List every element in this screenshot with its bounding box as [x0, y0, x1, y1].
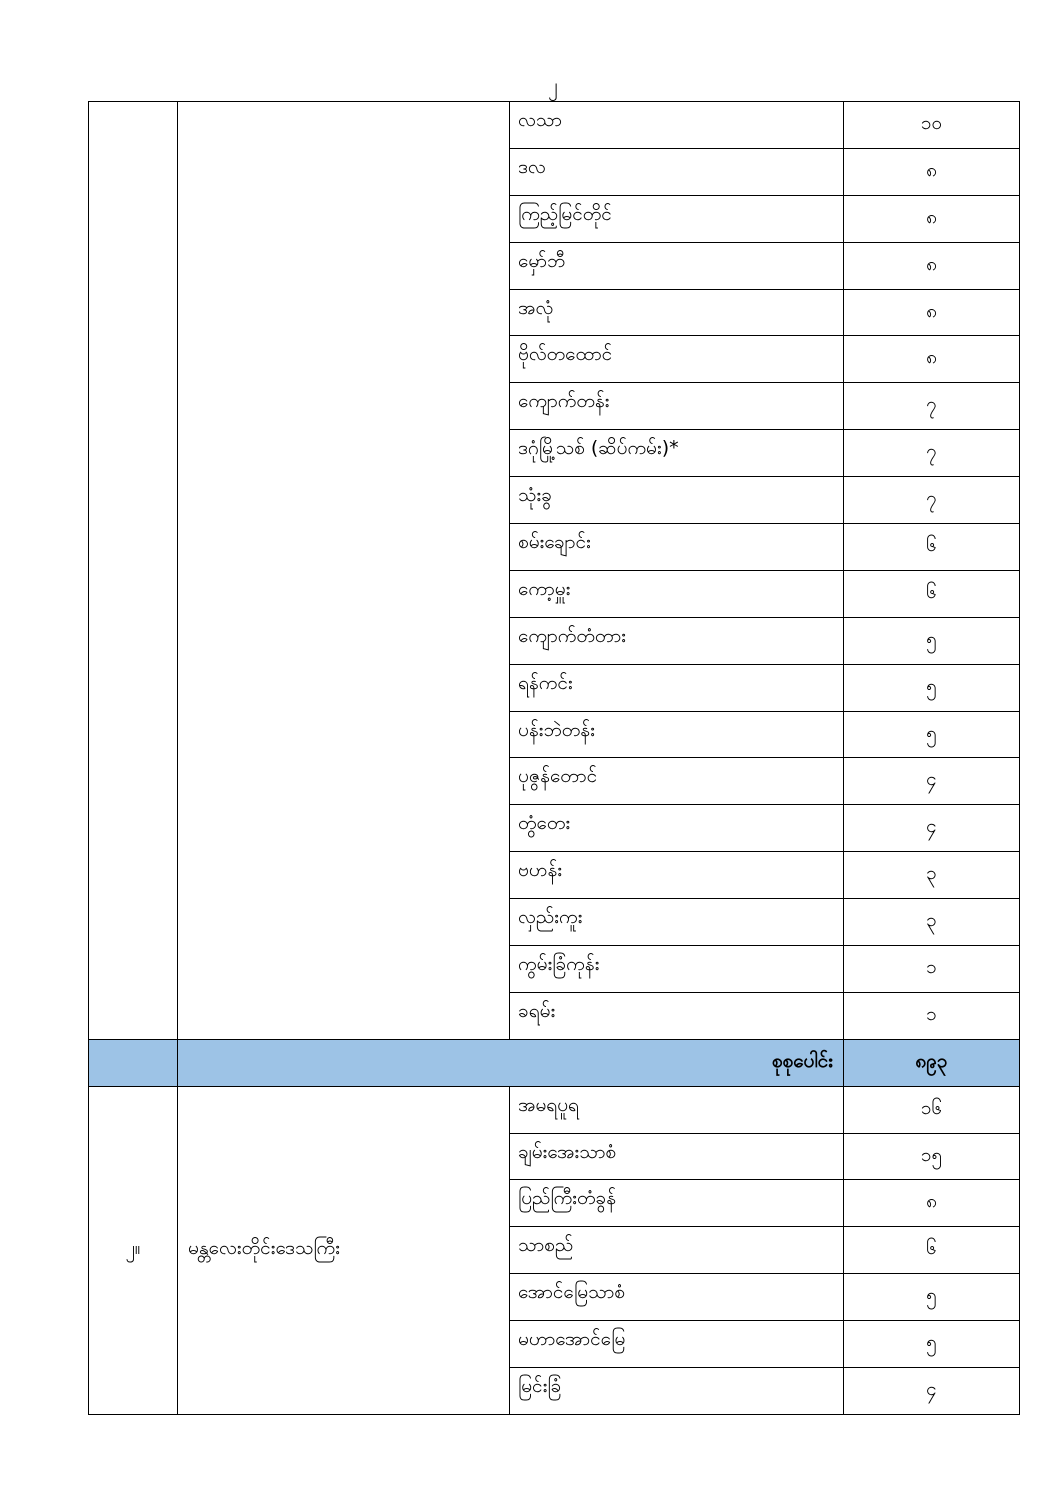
total-row [89, 1039, 1020, 1086]
township-name: လှည်းကူး [510, 899, 844, 946]
township-name: သုံးခွ [510, 477, 844, 524]
township-name: တွံတေး [510, 805, 844, 852]
region-number-cell: ၂။ [89, 1086, 178, 1414]
section1-body [89, 102, 1020, 1040]
page-number: ၂ [548, 73, 558, 97]
township-count: ၇ [844, 430, 1020, 477]
township-count: ၆ [844, 1227, 1020, 1274]
township-count: ၅ [844, 1321, 1020, 1368]
township-name: သာစည် [510, 1227, 844, 1274]
township-name: မှော်ဘီ [510, 242, 844, 289]
township-count: ၃ [844, 899, 1020, 946]
township-count: ၈ [844, 336, 1020, 383]
township-count: ၆ [844, 524, 1020, 571]
township-count: ၁၀ [844, 102, 1020, 149]
township-name: ပန်းဘဲတန်း [510, 711, 844, 758]
township-name: မဟာအောင်မြေ [510, 1321, 844, 1368]
township-count: ၁၆ [844, 1086, 1020, 1133]
township-count: ၅ [844, 711, 1020, 758]
section2-body [89, 1086, 1020, 1414]
township-count: ၈ [844, 148, 1020, 195]
region-name-cell [178, 102, 510, 1040]
township-name: အလုံ [510, 289, 844, 336]
township-name: လသာ [510, 102, 844, 149]
township-name: ကြည့်မြင်တိုင် [510, 195, 844, 242]
township-name: ဒလ [510, 148, 844, 195]
township-count: ၁ [844, 946, 1020, 993]
township-table [88, 101, 1020, 1415]
township-name: ကျောက်တန်း [510, 383, 844, 430]
total-value: ၈၉၃ [844, 1039, 1020, 1086]
township-name: ပြည်ကြီးတံခွန် [510, 1180, 844, 1227]
township-name: ခရမ်း [510, 992, 844, 1039]
township-name: ဗဟန်း [510, 852, 844, 899]
total-label: စုစုပေါင်း [178, 1039, 844, 1086]
township-name: အောင်မြေသာစံ [510, 1274, 844, 1321]
township-name: ဒဂုံမြို့သစ် (ဆိပ်ကမ်း)* [510, 430, 844, 477]
township-name: ရန်ကင်း [510, 664, 844, 711]
total-section [89, 1039, 1020, 1086]
township-name: မြင်းခြံ [510, 1368, 844, 1415]
township-count: ၈ [844, 195, 1020, 242]
township-count: ၆ [844, 570, 1020, 617]
region-number-cell [89, 102, 178, 1040]
township-count: ၈ [844, 289, 1020, 336]
total-number-cell [89, 1039, 178, 1086]
table-row [89, 102, 1020, 149]
township-name: ဗိုလ်တထောင် [510, 336, 844, 383]
township-count: ၅ [844, 1274, 1020, 1321]
township-name: ကွမ်းခြံကုန်း [510, 946, 844, 993]
township-count: ၇ [844, 383, 1020, 430]
township-name: အမရပူရ [510, 1086, 844, 1133]
township-name: စမ်းချောင်း [510, 524, 844, 571]
table-row [89, 1086, 1020, 1133]
township-count: ၄ [844, 758, 1020, 805]
township-count: ၅ [844, 664, 1020, 711]
township-count: ၃ [844, 852, 1020, 899]
township-count: ၄ [844, 805, 1020, 852]
township-name: ပုဇွန်တောင် [510, 758, 844, 805]
township-count: ၄ [844, 1368, 1020, 1415]
township-name: ကော့မှူး [510, 570, 844, 617]
township-name: ကျောက်တံတား [510, 617, 844, 664]
township-count: ၈ [844, 242, 1020, 289]
township-count: ၁ [844, 992, 1020, 1039]
township-name: ချမ်းအေးသာစံ [510, 1133, 844, 1180]
township-count: ၁၅ [844, 1133, 1020, 1180]
township-count: ၈ [844, 1180, 1020, 1227]
region-name-cell: မန္တလေးတိုင်းဒေသကြီး [178, 1086, 510, 1414]
township-count: ၅ [844, 617, 1020, 664]
township-count: ၇ [844, 477, 1020, 524]
